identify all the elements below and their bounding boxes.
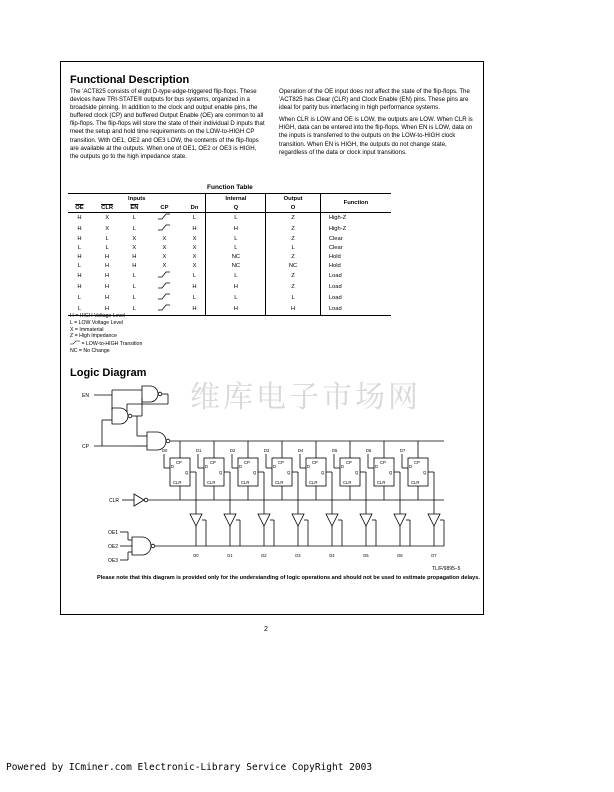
- output-buffer-icon: [394, 514, 406, 526]
- ff-pin-q: Q: [185, 470, 189, 475]
- flip-flop-labels: [196, 448, 233, 558]
- ff-pin-clr: CLR: [309, 480, 318, 485]
- table-cell: H: [266, 304, 321, 316]
- functional-para-3: When CLR is LOW and OE is LOW, the outputs are LOW. When CLR is HIGH, data can be entered into the flip-flops. When EN is LOW, data on the inputs is transferred to the outputs on the LOW-to-HIGH clock transition. When EN is HIGH, the outputs do not change state, regardless of the data or clock input transitions.: [279, 116, 473, 156]
- table-cell: H: [91, 304, 124, 316]
- table-cell: H: [77, 284, 82, 290]
- table-cell: L: [77, 245, 82, 251]
- table-cell: Clear: [320, 235, 391, 244]
- footer-credit: Powered by ICminer.com Electronic-Library Service CopyRight 2003: [6, 762, 373, 773]
- group-output: Output: [266, 194, 321, 204]
- table-cell: Z: [266, 282, 321, 293]
- table-cell: L: [132, 295, 136, 301]
- table-cell: H: [105, 273, 110, 279]
- rise-icon: [157, 293, 171, 300]
- flip-flop-labels: [162, 448, 199, 558]
- ff-pin-d: D: [239, 464, 243, 469]
- table-row: [68, 213, 391, 225]
- table-cell: H: [105, 295, 110, 301]
- legend-item: Z = High Impedance: [70, 333, 117, 340]
- table-cell: NC: [266, 262, 321, 271]
- table-row: [68, 271, 391, 282]
- table-cell: H: [192, 226, 197, 232]
- legend: [70, 313, 142, 355]
- output-buffer-icon: [292, 514, 304, 526]
- table-cell: L: [192, 295, 197, 301]
- table-row: [68, 253, 391, 262]
- functional-para-1: The 'ACT825 consists of eight D-type edge-triggered flip-flops. These devices have TRI-STATE® outputs for bus systems, organized in a broadside pinning. In addition to the clock and output enable pins, the buffered clock (CP) and buffered Output Enable (OE) are common to all flip-flops. The flip-flops will store the state of their individual D inputs that meet the setup and hold time requirements on the LOW-to-HIGH CP transition. With OE1, OE2 and OE3 LOW, the contents of the flip-flops are available at the outputs. When one of OE1, OE2 or OE3 is HIGH, the outputs go to the high impedance state.: [70, 88, 265, 160]
- figure-id: TL/F/9895–5: [432, 566, 461, 572]
- flip-flop-stage: [232, 441, 277, 546]
- group-inputs: Inputs: [68, 194, 206, 204]
- d-input-label: D0: [162, 448, 168, 453]
- table-cell: L: [132, 284, 136, 290]
- rise-icon: [157, 271, 171, 278]
- d-input-label: D4: [298, 448, 304, 453]
- legend-item: H = HIGH Voltage Level: [70, 313, 126, 319]
- table-cell: [145, 271, 183, 282]
- legend-item: = LOW-to-HIGH Transition: [70, 340, 142, 348]
- ff-pin-q: Q: [253, 470, 257, 475]
- table-cell: Load: [320, 271, 391, 282]
- ff-pin-cp: CP: [380, 460, 386, 465]
- table-cell: L: [192, 215, 197, 221]
- rise-icon: [157, 213, 171, 220]
- functional-description-heading: Functional Description: [70, 74, 190, 86]
- table-cell: H: [105, 263, 110, 269]
- flip-flop-stage: [266, 441, 311, 546]
- output-buffer-icon: [190, 514, 202, 526]
- o-output-label: O4: [329, 553, 335, 558]
- o-output-label: O7: [431, 553, 437, 558]
- left-column: [70, 88, 266, 165]
- d-input-label: D1: [196, 448, 202, 453]
- col-header-dn: Dn: [184, 203, 206, 213]
- table-cell: H: [132, 254, 137, 260]
- ff-pin-clr: CLR: [207, 480, 216, 485]
- group-function: Function: [320, 194, 391, 213]
- table-cell: Clear: [320, 244, 391, 253]
- o-output-label: O1: [227, 553, 233, 558]
- ff-pin-cp: CP: [414, 460, 420, 465]
- ff-pin-d: D: [375, 464, 379, 469]
- output-buffer-icon: [258, 514, 270, 526]
- ff-pin-clr: CLR: [343, 480, 352, 485]
- table-cell: H: [77, 273, 82, 279]
- legend-item: L = LOW Voltage Level: [70, 319, 124, 326]
- table-cell: H: [206, 224, 266, 235]
- d-input-label: D3: [264, 448, 270, 453]
- o-output-label: O3: [295, 553, 301, 558]
- table-cell: H: [206, 282, 266, 293]
- ff-pin-clr: CLR: [173, 480, 182, 485]
- table-cell: [145, 293, 183, 304]
- oe3-label: OE3: [108, 558, 119, 564]
- d-input-label: D6: [366, 448, 372, 453]
- table-cell: X: [162, 236, 167, 242]
- table-cell: L: [105, 236, 109, 242]
- function-table-body: [68, 213, 391, 316]
- table-cell: H: [77, 236, 82, 242]
- logic-diagram: [72, 380, 472, 570]
- function-table-title: Function Table: [207, 184, 253, 191]
- table-cell: Load: [320, 293, 391, 304]
- table-cell: Z: [266, 213, 321, 225]
- d-input-label: D5: [332, 448, 338, 453]
- table-cell: L: [192, 273, 197, 279]
- table-cell: X: [162, 254, 167, 260]
- flip-flop-labels: [400, 448, 437, 558]
- table-cell: [145, 224, 183, 235]
- legend-item: X = Immaterial: [70, 326, 104, 333]
- table-cell: High-Z: [320, 213, 391, 225]
- d-input-label: D2: [230, 448, 236, 453]
- table-cell: H: [206, 304, 266, 316]
- oe2-label: OE2: [108, 544, 119, 550]
- table-cell: H: [77, 226, 82, 232]
- flip-flop-stage: [368, 441, 413, 546]
- flip-flop-stage: [334, 441, 379, 546]
- col-header-cp: CP: [145, 203, 183, 213]
- flip-flop-labels: [264, 448, 301, 558]
- col-header-oe: $\overline{OE}$: [68, 203, 91, 213]
- cp-label: CP: [82, 444, 89, 450]
- ff-pin-d: D: [307, 464, 311, 469]
- table-cell: [145, 282, 183, 293]
- col-header-q: Q: [206, 203, 266, 213]
- output-buffer-icon: [224, 514, 236, 526]
- functional-para-2: Operation of the OE input does not affect the state of the flip-flops. The 'ACT825 has Clear (CLR) and Clock Enable (EN) pins. These pins are ideal for parity bus interfacing in high performance systems.: [279, 88, 470, 112]
- flip-flop-stage: [198, 441, 243, 546]
- function-table: [68, 193, 391, 316]
- table-cell: L: [206, 213, 266, 225]
- table-cell: H: [77, 215, 82, 221]
- table-cell: Z: [266, 224, 321, 235]
- flip-flop-labels: [230, 448, 267, 558]
- output-buffer-icon: [326, 514, 338, 526]
- table-cell: Load: [320, 282, 391, 293]
- table-cell: NC: [206, 262, 266, 271]
- table-cell: [145, 304, 183, 316]
- flip-flop-labels: [298, 448, 335, 558]
- table-cell: L: [68, 304, 91, 316]
- o-output-label: O6: [397, 553, 403, 558]
- ff-pin-q: Q: [423, 470, 427, 475]
- table-cell: L: [77, 295, 82, 301]
- group-internal: Internal: [206, 194, 266, 204]
- ff-pin-q: Q: [287, 470, 291, 475]
- ff-pin-cp: CP: [346, 460, 352, 465]
- en-label: EN: [82, 393, 89, 399]
- rise-icon: [157, 224, 171, 231]
- ff-pin-d: D: [273, 464, 277, 469]
- watermark: 维库电子市场网: [190, 380, 421, 415]
- table-cell: X: [192, 263, 197, 269]
- table-row: [68, 235, 391, 244]
- ff-pin-clr: CLR: [241, 480, 250, 485]
- rise-icon: [157, 304, 171, 311]
- flip-flop-stage: [164, 441, 209, 546]
- rise-icon: [157, 282, 171, 289]
- table-cell: Z: [266, 235, 321, 244]
- table-cell: X: [132, 245, 137, 251]
- table-cell: L: [206, 293, 266, 304]
- o-output-label: O5: [363, 553, 369, 558]
- table-row: [68, 262, 391, 271]
- table-cell: L: [105, 245, 109, 251]
- page-number: 2: [264, 626, 268, 633]
- signal-labels: [82, 393, 119, 564]
- ff-pin-d: D: [205, 464, 209, 469]
- ff-pin-cp: CP: [278, 460, 284, 465]
- table-cell: L: [266, 244, 321, 253]
- table-cell: X: [105, 226, 110, 232]
- table-row: [68, 224, 391, 235]
- table-cell: Z: [266, 271, 321, 282]
- ff-pin-q: Q: [389, 470, 393, 475]
- table-cell: X: [162, 245, 167, 251]
- right-column: [279, 88, 475, 161]
- flip-flop-stage: [300, 441, 345, 546]
- table-cell: NC: [206, 253, 266, 262]
- table-cell: X: [105, 215, 110, 221]
- table-cell: [145, 213, 183, 225]
- output-buffer-icon: [428, 514, 440, 526]
- table-cell: H: [192, 284, 197, 290]
- table-cell: L: [132, 226, 136, 232]
- table-cell: L: [132, 273, 136, 279]
- col-header-en: $\overline{EN}$: [123, 203, 145, 213]
- table-cell: High-Z: [320, 224, 391, 235]
- table-cell: L: [206, 271, 266, 282]
- ff-pin-cp: CP: [244, 460, 250, 465]
- table-cell: Hold: [320, 253, 391, 262]
- table-cell: Z: [266, 253, 321, 262]
- table-cell: X: [192, 254, 197, 260]
- table-cell: H: [105, 284, 110, 290]
- output-buffer-icon: [360, 514, 372, 526]
- table-row: [68, 244, 391, 253]
- flip-flop-stage: [402, 441, 444, 546]
- table-cell: H: [105, 254, 110, 260]
- table-cell: Hold: [320, 262, 391, 271]
- flip-flop-labels: [366, 448, 403, 558]
- table-cell: L: [206, 244, 266, 253]
- table-cell: X: [132, 236, 137, 242]
- oe1-label: OE1: [108, 530, 119, 536]
- ff-pin-d: D: [409, 464, 413, 469]
- d-input-label: D7: [400, 448, 406, 453]
- table-cell: X: [192, 236, 197, 242]
- col-header-clr: $\overline{CLR}$: [91, 203, 124, 213]
- legend-item: NC = No Change: [70, 347, 110, 354]
- table-cell: L: [77, 263, 82, 269]
- diagram-note: Please note that this diagram is provided only for the understanding of logic operations and should not be used to estimate propagation delays.: [97, 575, 480, 581]
- clr-label: CLR: [109, 498, 120, 504]
- ff-pin-clr: CLR: [411, 480, 420, 485]
- col-header-o: O: [266, 203, 321, 213]
- logic-diagram-heading: Logic Diagram: [70, 367, 147, 379]
- ff-pin-clr: CLR: [275, 480, 284, 485]
- ff-pin-q: Q: [355, 470, 359, 475]
- table-cell: L: [132, 215, 136, 221]
- table-cell: X: [162, 263, 167, 269]
- ff-pin-q: Q: [321, 470, 325, 475]
- flip-flop-stages: [162, 441, 444, 558]
- flip-flop-labels: [332, 448, 369, 558]
- table-cell: H: [184, 304, 206, 316]
- ff-pin-d: D: [341, 464, 345, 469]
- table-row: [68, 293, 391, 304]
- o-output-label: O2: [261, 553, 267, 558]
- table-cell: L: [206, 235, 266, 244]
- o-output-label: O0: [193, 553, 199, 558]
- table-cell: X: [192, 245, 197, 251]
- ff-pin-cp: CP: [176, 460, 182, 465]
- ff-pin-clr: CLR: [377, 480, 386, 485]
- ff-pin-d: D: [171, 464, 175, 469]
- table-cell: L: [123, 304, 145, 316]
- ff-pin-cp: CP: [210, 460, 216, 465]
- table-cell: Load: [320, 304, 391, 316]
- table-cell: L: [266, 293, 321, 304]
- ff-pin-q: Q: [219, 470, 223, 475]
- table-cell: H: [132, 263, 137, 269]
- ff-pin-cp: CP: [312, 460, 318, 465]
- table-row: [68, 282, 391, 293]
- table-cell: H: [77, 254, 82, 260]
